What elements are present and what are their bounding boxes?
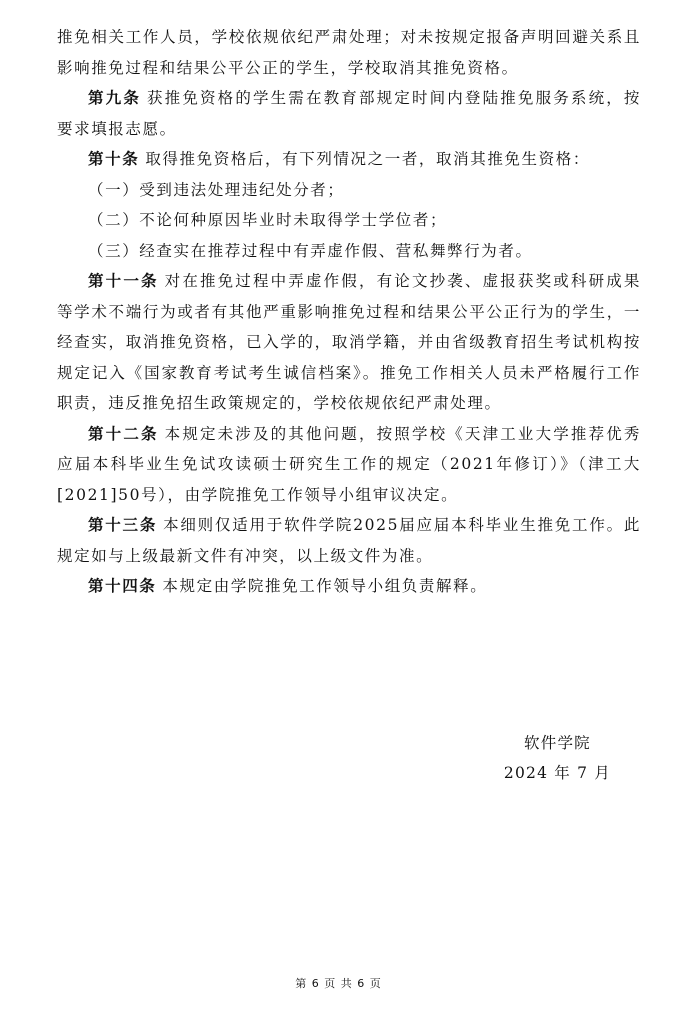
article-10 — [57, 144, 641, 175]
condition-item: （二）不论何种原因毕业时未取得学士学位者； — [88, 211, 448, 229]
condition-item: （一）受到违法处理违纪处分者； — [88, 180, 345, 199]
article-14 — [57, 571, 641, 602]
article-14-text: 本规定由学院推免工作领导小组负责解释。 — [162, 577, 488, 595]
article-10-text: 取得推免资格后，有下列情况之一者，取消其推免生资格： — [145, 150, 590, 168]
article-12-label: 第十二条 — [88, 424, 159, 443]
article-13-label: 第十三条 — [88, 516, 158, 534]
article-13 — [57, 510, 641, 571]
signature-block — [504, 728, 611, 788]
article-14-label: 第十四条 — [88, 577, 157, 595]
page-footer: 第 6 页 共 6 页 — [295, 977, 382, 990]
article-13-text: 本细则仅适用于软件学院2025届应届本科毕业生推免工作。此规定如与上级最新文件有冲突，以上级文件为准。 — [57, 516, 641, 565]
document-body — [57, 22, 641, 602]
opening-paragraph: 推免相关工作人员，学校依规依纪严肃处理；对未按规定报备声明回避关系且影响推免过程和结果公平公正的学生，学校取消其推免资格。 — [57, 28, 641, 77]
article-9-label: 第九条 — [88, 89, 141, 107]
signature-date: 2024 年 7 月 — [503, 764, 611, 782]
article-9-text: 获推免资格的学生需在教育部规定时间内登陆推免服务系统，按要求填报志愿。 — [57, 89, 641, 138]
article-11-label: 第十一条 — [88, 272, 159, 290]
article-12-text: 本规定未涉及的其他问题，按照学校《天津工业大学推荐优秀应届本科毕业生免试攻读硕士研究生工作的规定（2021年修订）》（津工大[2021]50号），由学院推免工作领导小组审议决定。 — [57, 424, 641, 504]
article-10-label: 第十条 — [88, 150, 140, 168]
signature-org: 软件学院 — [524, 734, 591, 752]
condition-item: （三）经查实在推荐过程中有弄虚作假、营私舞弊行为者。 — [88, 241, 533, 260]
article-12 — [57, 419, 641, 511]
article-11 — [57, 266, 641, 419]
article-11-text: 对在推免过程中弄虚作假，有论文抄袭、虚报获奖或科研成果等学术不端行为或者有其他严重影响推免过程和结果公平公正行为的学生，一经查实，取消推免资格，已入学的，取消学籍，并由省级教育招生考试机构按规定记入《国家教育考试考生诚信档案》。推免工作相关人员未严格履行工作职责，违反推免招生政策规定的，学校依规依纪严肃处理。 — [57, 272, 641, 412]
article-9 — [57, 83, 641, 144]
